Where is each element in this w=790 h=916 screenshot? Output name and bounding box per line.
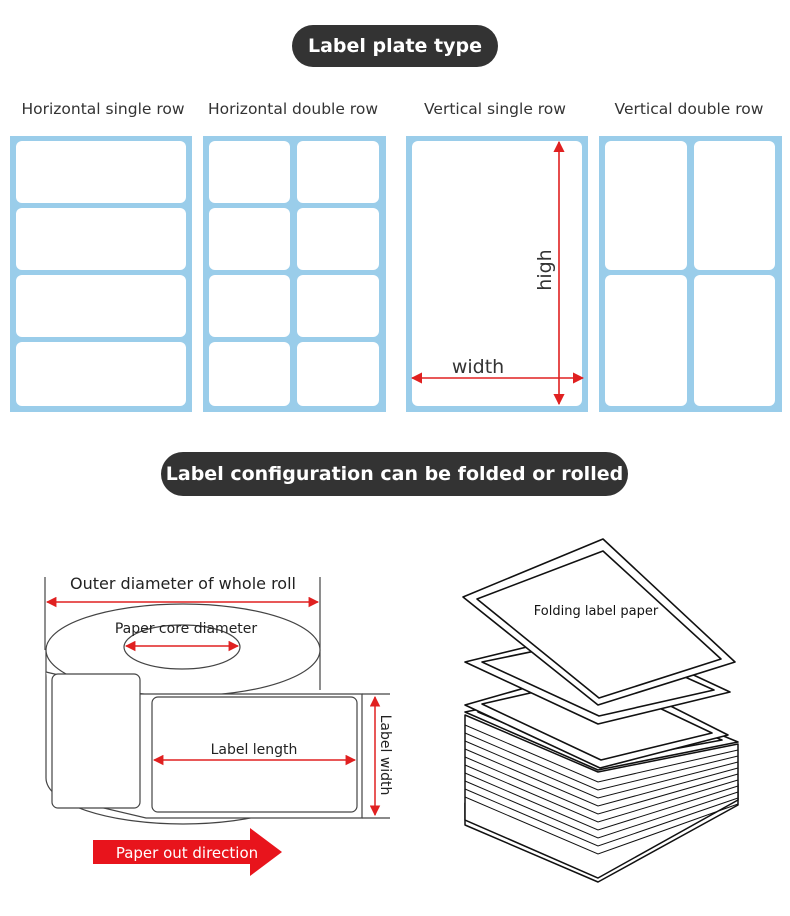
label-width-label: Label width — [377, 714, 393, 796]
plate-title-horizontal-double: Horizontal double row — [207, 100, 378, 118]
core-diameter-label: Paper core diameter — [114, 621, 258, 637]
plate-title-vertical-double: Vertical double row — [614, 100, 764, 118]
outer-diameter-label: Outer diameter of whole roll — [70, 574, 296, 593]
folding-label-text: Folding label paper — [533, 604, 659, 619]
plate-title-horizontal-single: Horizontal single row — [21, 100, 185, 118]
section-title-configuration: Label configuration can be folded or rolled — [161, 452, 628, 496]
paper-out-direction-label: Paper out direction — [115, 844, 259, 862]
width-label: width — [451, 356, 505, 378]
label-length-label: Label length — [210, 742, 298, 758]
height-label: high — [534, 249, 556, 291]
section-title-plate-type: Label plate type — [292, 25, 498, 67]
plate-title-vertical-single: Vertical single row — [424, 100, 566, 118]
